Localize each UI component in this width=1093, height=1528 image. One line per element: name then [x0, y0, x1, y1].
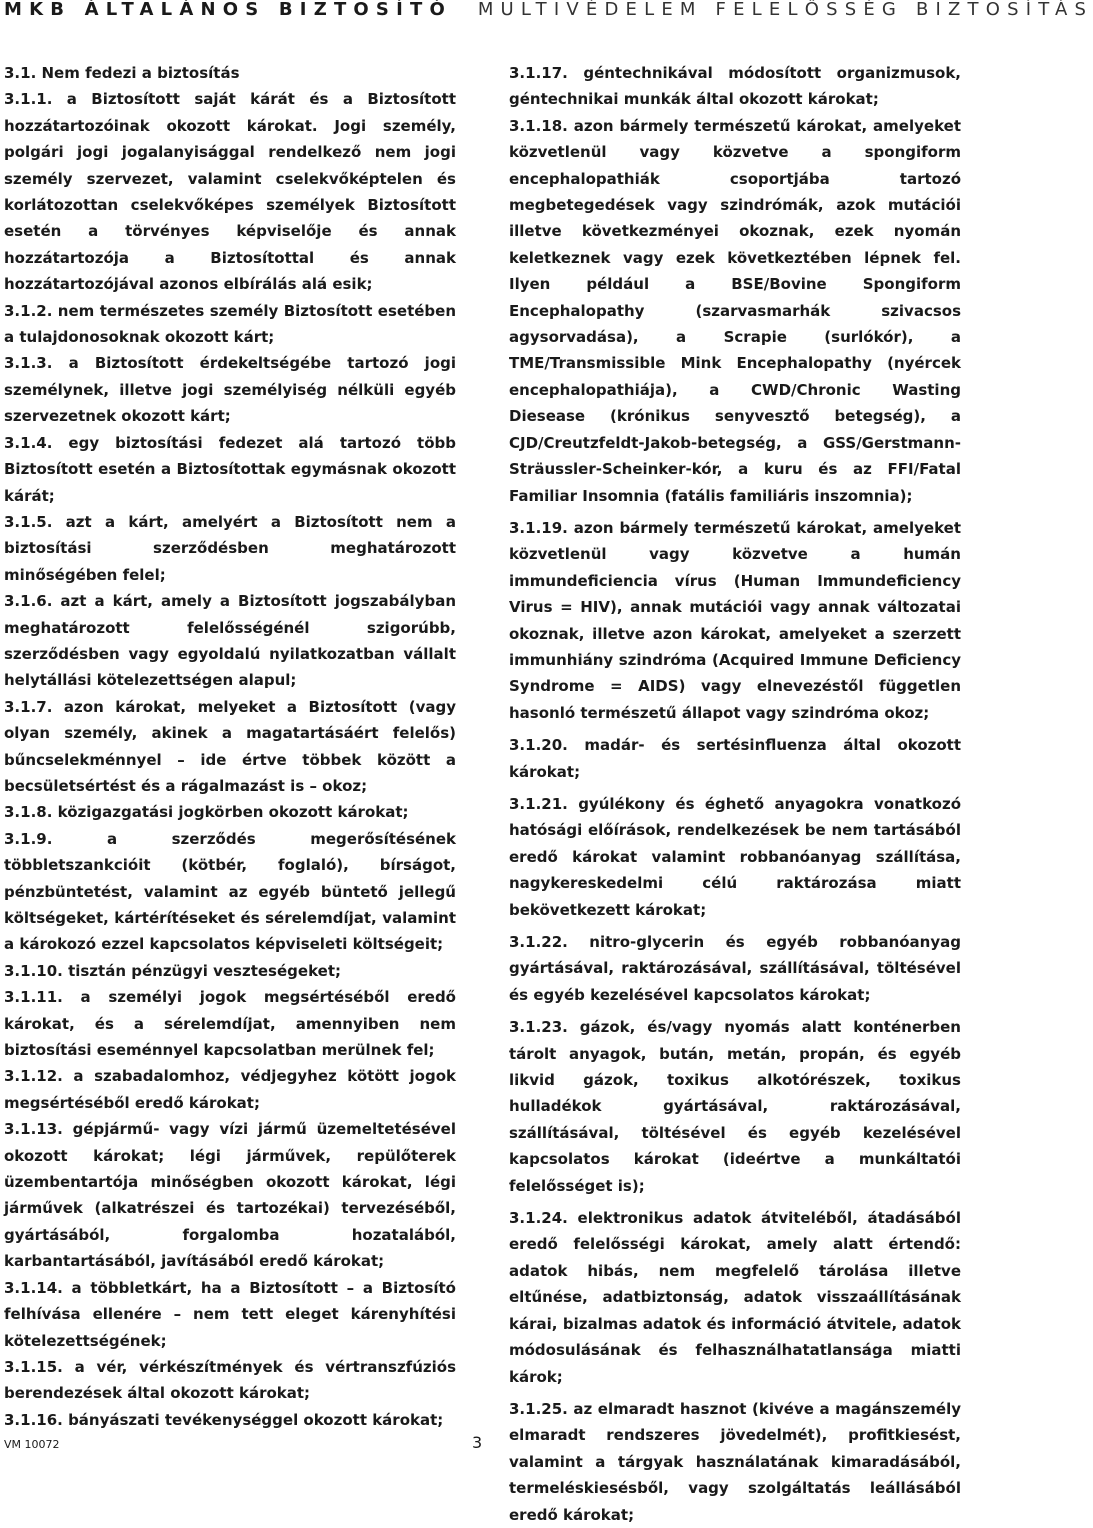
clause: 3.1.24. elektronikus adatok átviteléből, átadásából eredő felelősségi károkat, amely alatt értendő: adatok hibás, nem megfelelő tárolása illetve eltűnése, adatbiztonság, adatok visszaállításának kárai, bizalmas adatok és információ átvitele, adatok módosulásának és felhasználhatatlansága miatti károk;: [509, 1209, 961, 1386]
clause: 3.1.3. a Biztosított érdekeltségébe tartozó jogi személynek, illetve jogi személyiség nélküli egyéb szervezetnek okozott kárt;: [4, 354, 456, 426]
clause: 3.1. Nem fedezi a biztosítás: [4, 64, 240, 82]
clause: 3.1.12. a szabadalomhoz, védjegyhez kötött jogok megsértéséből eredő károkat;: [4, 1067, 456, 1112]
clause: 3.1.22. nitro-glycerin és egyéb robbanóanyag gyártásával, raktározásával, szállításával, töltésével és egyéb kezelésével kapcsolatos károkat;: [509, 933, 961, 1004]
page-number: 3: [472, 1433, 483, 1452]
clause: 3.1.5. azt a kárt, amelyért a Biztosított nem a biztosítási szerződésben meghatározott minőségében felel;: [4, 512, 456, 584]
document-header: [0, 0, 1093, 36]
clause: 3.1.14. a többletkárt, ha a Biztosított – a Biztosító felhívása ellenére – nem tett eleget kárenyhítési kötelezettségének;: [4, 1278, 456, 1350]
clause: 3.1.25. az elmaradt hasznot (kivéve a magánszemély elmaradt rendszeres jövedelmét), profitkiesést, valamint a tárgyak használatának kimaradásából, termeléskiesésből, vagy szolgáltatás leállásából eredő károkat;: [509, 1399, 961, 1524]
clause: 3.1.15. a vér, vérkészítmények és vértranszfúziós berendezések által okozott károkat;: [4, 1357, 456, 1403]
clause: 3.1.1. a Biztosított saját kárát és a Biztosított hozzátartozóinak okozott károkat. Jogi személy, polgári jogi jogalanyisággal rendelkező nem jogi személy szervezet, valamint cselekvőképtelen és korlátozottan cselekvőképes személyek Biztosított esetén a törvényes képviselője és annak hozzátartozója a Biztosítottal és annak hozzátartozójával azonos elbírálás alá esik;: [4, 90, 456, 294]
clause: 3.1.16. bányászati tevékenységgel okozott károkat;: [4, 1410, 444, 1429]
clause: 3.1.8. közigazgatási jogkörben okozott károkat;: [4, 803, 409, 822]
clause: 3.1.2. nem természetes személy Biztosított esetében a tulajdonosoknak okozott kárt;: [4, 301, 456, 347]
clause: 3.1.4. egy biztosítási fedezet alá tartozó több Biztosított esetén a Biztosítottak egymásnak okozott kárát;: [4, 433, 456, 505]
document-code: VM 10072: [4, 1438, 60, 1451]
clause: 3.1.19. azon bármely természetű károkat, amelyeket közvetlenül vagy közvetve a humán immundeficiencia vírus (Human Immundeficiency Virus = HIV), annak mutációi vagy annak változatai okoznak, illetve azon károkat, amelyeket a szerzett immunhiány szindróma (Acquired Immune Deficiency Syndrome = AIDS) vagy elnevezéstől független hasonló természetű állapot vagy szindróma okoz;: [509, 518, 961, 722]
clause: 3.1.7. azon károkat, melyeket a Biztosított (vagy olyan személy, akinek a magatartásáért felelős) bűncselekménnyel – ide értve többek között a becsületsértést és a rágalmazást is – okoz;: [4, 697, 456, 795]
clause: 3.1.17. géntechnikával módosított organizmusok, géntechnikai munkák által okozott károkat;: [509, 64, 961, 109]
clause: 3.1.11. a személyi jogok megsértéséből eredő károkat, és a sérelemdíjat, amennyiben nem biztosítási eseménnyel kapcsolatban merülnek fel;: [4, 988, 456, 1060]
clause: 3.1.13. gépjármű- vagy vízi jármű üzemeltetésével okozott károkat; légi járművek, repülőterek üzembentartója minőségben okozott károkat, légi járművek (alkatrészei és tartozékai) tervezéséből, gyártásából, forgalomba hozatalából, karbantartásából, javításából eredő károkat;: [4, 1120, 456, 1271]
clause: 3.1.23. gázok, és/vagy nyomás alatt konténerben tárolt anyagok, bután, metán, propán, és egyéb likvid gázok, toxikus alkotórészek, toxikus hulladékok gyártásával, raktározásával, szállításával, töltésével és egyéb kezelésével kapcsolatos károkat (ideértve a munkáltatói felelősséget is);: [509, 1018, 961, 1195]
clause: 3.1.21. gyúlékony és éghető anyagokra vonatkozó hatósági előírások, rendelkezések be nem tartásából eredő károkat valamint robbanóanyag szállítása, nagykereskedelmi célú raktározása miatt bekövetkezett károkat;: [509, 794, 961, 919]
clause: 3.1.18. azon bármely természetű károkat, amelyeket közvetlenül vagy közvetve a spongiform encephalopathiák csoportjába tartozó megbetegedések vagy szindrómák, azok mutációi illetve következményei okoznak, ezek nyomán keletkeznek vagy ezek következtében lépnek fel. Ilyen például a BSE/Bovine Spongiform Encephalopathy (szarvasmarhák szivacsos agysorvadása), a Scrapie (surlókór), a TME/Transmissible Mink Encephalopathy (nyércek encephalopathiája), a CWD/Chronic Wasting Diesease (krónikus senyvesztő betegség), a CJD/Creutzfeldt-Jakob-betegség, a GSS/Gerstmann-Sträussler-Scheinker-kór, a kuru és az FFI/Fatal Familiar Insomnia (fatális familiáris inszomnia);: [509, 116, 961, 505]
right-column: [509, 60, 961, 1528]
left-column: [4, 60, 456, 1433]
header-product: MULTIVÉDELEM FELELŐSSÉG BIZTOSÍTÁS: [477, 0, 1093, 20]
header-company: MKB ÁLTALÁNOS BIZTOSÍTÓ: [4, 0, 452, 20]
clause: 3.1.9. a szerződés megerősítésének többletszankcióit (kötbér, foglaló), bírságot, pénzbüntetést, valamint az egyéb büntető jellegű költségeket, kártérítéseket és sérelemdíjat, valamint a károkozó ezzel kapcsolatos képviseleti költségeit;: [4, 829, 456, 954]
clause: 3.1.20. madár- és sertésinfluenza által okozott károkat;: [509, 736, 961, 781]
clause: 3.1.6. azt a kárt, amely a Biztosított jogszabályban meghatározott felelősségénél szigorúbb, szerződésben vagy egyoldalú nyilatkozatban vállalt helytállási kötelezettségen alapul;: [4, 592, 456, 690]
clause: 3.1.10. tisztán pénzügyi veszteségeket;: [4, 961, 341, 980]
